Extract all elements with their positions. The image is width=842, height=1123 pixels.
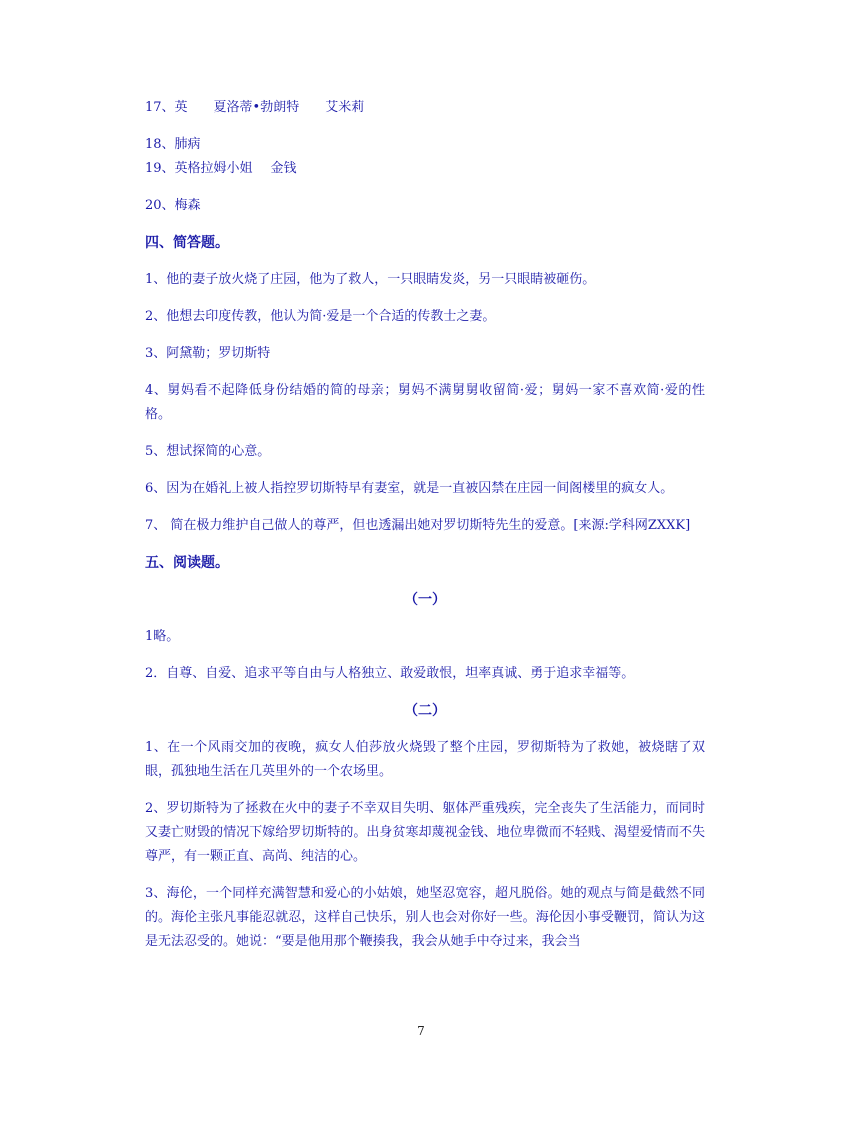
- section-4-item-6: 6、因为在婚礼上被人指控罗切斯特早有妻室，就是一直被囚禁在庄园一间阁楼里的疯女人。: [145, 481, 674, 496]
- section-4-item-3: 3、阿黛勒；罗切斯特: [145, 346, 271, 361]
- answer-17-name: 艾米莉: [325, 100, 365, 115]
- section-4-item-1: 1、他的妻子放火烧了庄园，他为了救人，一只眼睛发炎，另一只眼睛被砸伤。: [145, 272, 596, 287]
- section-5-part-2-item-2: 2、罗切斯特为了拯救在火中的妻子不幸双目失明、躯体严重残疾，完全丧失了生活能力，而同时又妻亡财毁的情况下嫁给罗切斯特的。出身贫寒却蔑视金钱、地位卑微而不轻贱、渴望爱情而不失尊严，有一颗正直、高尚、纯洁的心。: [145, 801, 705, 864]
- page-number: 7: [417, 1024, 425, 1038]
- answer-19: [145, 157, 705, 181]
- section-5-part-2-heading: （二）: [404, 703, 446, 719]
- answer-19-item: 金钱: [270, 161, 297, 176]
- section-4-item-5: 5、想试探简的心意。: [145, 444, 271, 459]
- answer-19-number: 19、英格拉姆小姐: [145, 161, 253, 176]
- answer-17-author: 夏洛蒂•勃朗特: [213, 100, 300, 115]
- section-4-heading: 四、简答题。: [145, 235, 229, 251]
- section-5-part-1-item-1: 1略。: [145, 629, 180, 644]
- section-5-part-1-heading: （一）: [404, 592, 446, 608]
- section-5-heading: 五、阅读题。: [145, 555, 229, 571]
- section-5-part-2-item-3: 3、海伦，一个同样充满智慧和爱心的小姑娘，她坚忍宽容，超凡脱俗。她的观点与简是截然不同的。海伦主张凡事能忍就忍，这样自己快乐，别人也会对你好一些。海伦因小事受鞭罚，简认为这是无法忍受的。她说：“要是他用那个鞭揍我，我会从她手中夺过来，我会当: [145, 886, 705, 949]
- section-4-item-2: 2、他想去印度传教，他认为简·爱是一个合适的传教士之妻。: [145, 309, 496, 324]
- section-5-part-2-item-1: 1、在一个风雨交加的夜晚，疯女人伯莎放火烧毁了整个庄园，罗彻斯特为了救她，被烧瞎了双眼，孤独地生活在几英里外的一个农场里。: [145, 740, 705, 779]
- section-5-part-1-item-2: 2．自尊、自爱、追求平等自由与人格独立、敢爱敢恨，坦率真诚、勇于追求幸福等。: [145, 666, 635, 681]
- section-4-item-4: 4、舅妈看不起降低身份结婚的简的母亲；舅妈不满舅舅收留简·爱；舅妈一家不喜欢简·爱的性格。: [145, 383, 705, 422]
- section-4-item-7: 7、 简在极力维护自己做人的尊严，但也透漏出她对罗切斯特先生的爱意。[来源:学科网ZXXK]: [145, 518, 691, 533]
- answer-17-number: 17、英: [145, 100, 188, 115]
- answer-18: 18、肺病: [145, 137, 201, 152]
- answer-17: [145, 96, 705, 120]
- answer-20: 20、梅森: [145, 198, 201, 213]
- document-body: [145, 96, 705, 967]
